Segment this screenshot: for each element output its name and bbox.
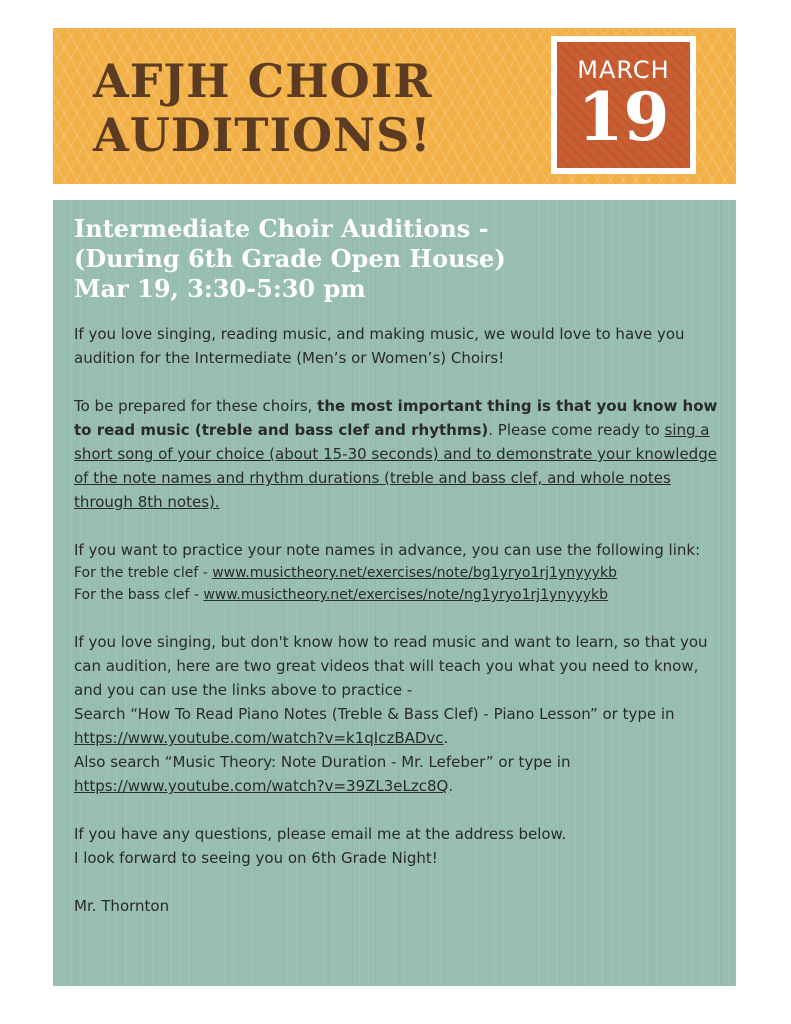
search1-period: .: [443, 729, 449, 747]
bass-clef-line: [74, 584, 724, 606]
date-badge-inner: [557, 42, 690, 168]
treble-clef-line: [74, 562, 724, 584]
date-badge: [551, 36, 696, 174]
treble-clef-link[interactable]: www.musictheory.net/exercises/note/bg1yryo1rj1ynyyykb: [212, 565, 617, 581]
treble-label: For the treble clef -: [74, 565, 213, 581]
heading-line-3: Mar 19, 3:30-5:30 pm: [74, 274, 366, 303]
preparation-paragraph: [74, 394, 724, 514]
heading-line-2: (During 6th Grade Open House): [74, 244, 506, 273]
header-banner: [53, 28, 736, 184]
date-day: 19: [577, 78, 670, 156]
heading-line-1: Intermediate Choir Auditions -: [74, 214, 489, 243]
bass-label: For the bass clef -: [74, 587, 204, 603]
search1-text: Search “How To Read Piano Notes (Treble & Bass Clef) - Piano Lesson” or type in: [74, 705, 675, 723]
search2-text: Also search “Music Theory: Note Duration - Mr. Lefeber” or type in: [74, 753, 571, 771]
learn-paragraph: If you love singing, but don't know how to read music and want to learn, so that you can audition, here are two great videos that will teach you what you need to know, and you can use the links above to practice -: [74, 633, 708, 699]
search2-period: .: [448, 777, 454, 795]
prep-text-bold: the most important thing is that you know how to read music (treble and bass clef and rhythms): [74, 397, 718, 439]
practice-paragraph: If you want to practice your note names in advance, you can use the following link:: [74, 541, 701, 559]
signature: Mr. Thornton: [74, 897, 170, 915]
video-search-1: [74, 702, 724, 750]
content-panel: [53, 200, 736, 986]
prep-text-a: To be prepared for these choirs,: [74, 397, 318, 415]
prep-text-c: . Please come ready to: [488, 421, 665, 439]
page-title: [93, 54, 563, 162]
date-month: MARCH: [577, 56, 670, 84]
closing-line: I look forward to seeing you on 6th Grade Night!: [74, 849, 438, 867]
audition-heading: [74, 214, 506, 304]
video-link-2[interactable]: https://www.youtube.com/watch?v=39ZL3eLzc8Q: [74, 777, 449, 795]
video-search-2: [74, 750, 724, 798]
title-line-1: AFJH CHOIR: [93, 54, 433, 108]
title-line-2: AUDITIONS!: [93, 108, 432, 162]
intro-paragraph: If you love singing, reading music, and making music, we would love to have you audition for the Intermediate (Men’s or Women’s) Choirs!: [74, 325, 685, 367]
prep-text-underlined: sing a short song of your choice (about 15-30 seconds) and to demonstrate your knowledge of the note names and rhythm durations (treble and bass clef, and whole notes through 8th notes).: [74, 421, 717, 511]
bass-clef-link[interactable]: www.musictheory.net/exercises/note/ng1yryo1rj1ynyyykb: [203, 587, 609, 603]
video-link-1[interactable]: https://www.youtube.com/watch?v=k1qIczBADvc: [74, 729, 444, 747]
questions-line: If you have any questions, please email me at the address below.: [74, 825, 567, 843]
body-text: [74, 322, 724, 918]
